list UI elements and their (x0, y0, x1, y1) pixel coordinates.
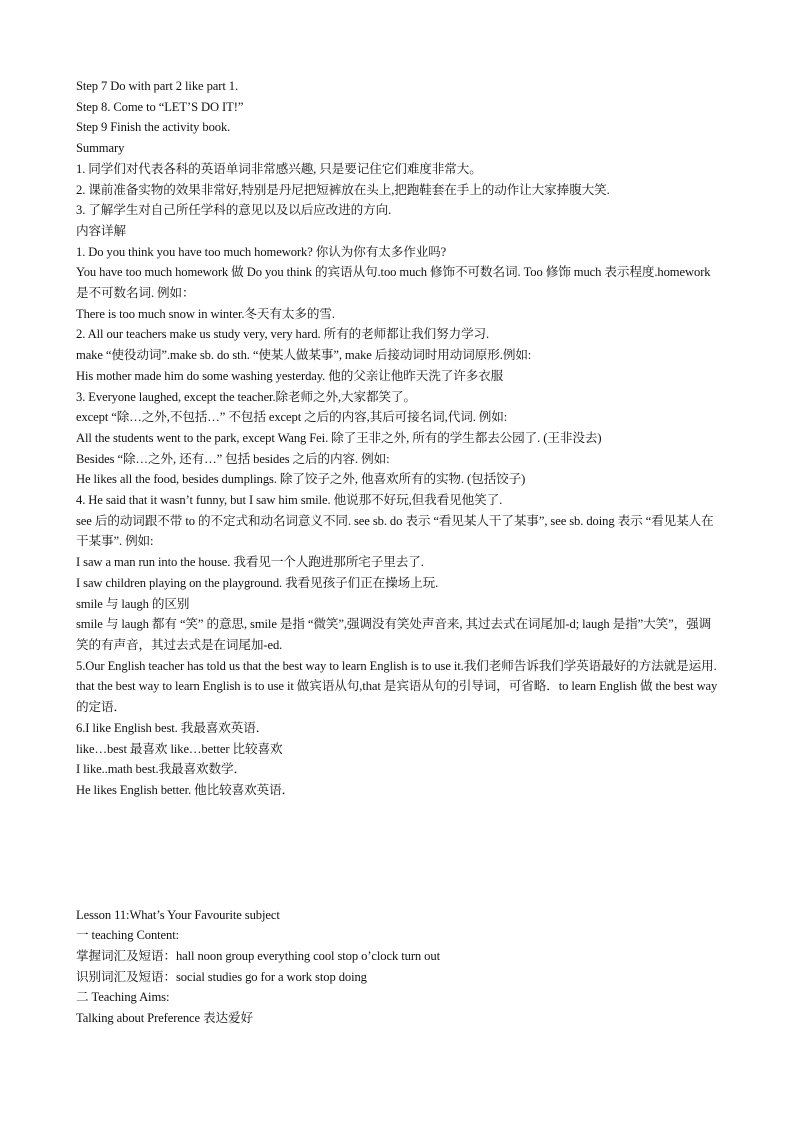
point-1-sentence: 1. Do you think you have too much homework? 你认为你有太多作业吗? (76, 244, 447, 259)
except-explanation: except “除…之外,不包括…” 不包括 except 之后的内容,其后可接名词,代词. 例如: (76, 410, 508, 425)
summary-item-1: 1. 同学们对代表各科的英语单词非常感兴趣, 只是要记住它们难度非常大。 (76, 161, 482, 176)
see-explanation: see 后的动词跟不带 to 的不定式和动名词意义不同. see sb. do 表示 “看见某人干了某事”, see sb. doing 表示 “看见某人在干某事”. 例如: (76, 513, 714, 549)
like-best-better: like…best 最喜欢 like…better 比较喜欢 (76, 741, 283, 756)
point-2-explanation: make “使役动词”.make sb. do sth. “使某人做某事”, make 后接动词时用动词原形.例如: (76, 348, 532, 363)
details-heading: 内容详解 (76, 223, 126, 238)
teaching-aim-1: Talking about Preference 表达爱好 (76, 1011, 254, 1026)
step-9-line: Step 9 Finish the activity book. (76, 120, 231, 135)
point-6-example-1: I like..math best.我最喜欢数学． (76, 762, 246, 777)
smile-laugh-heading: smile 与 laugh 的区别 (76, 596, 190, 611)
point-2-sentence: 2. All our teachers make us study very, very hard. 所有的老师都让我们努力学习. (76, 327, 490, 342)
summary-item-2: 2. 课前准备实物的效果非常好,特别是丹尼把短裤放在头上,把跑鞋套在手上的动作让大家捧腹大笑. (76, 182, 610, 197)
point-5-sentence: 5.Our English teacher has told us that the best way to learn English is to use it.我们老师告诉我们学英语最好的方法就是运用. (76, 658, 717, 673)
step-8-line: Step 8. Come to “LET’S DO IT!” (76, 99, 244, 114)
lesson-title: Lesson 11:What’s Your Favourite subject (76, 907, 280, 922)
see-example-2: I saw children playing on the playground. 我看见孩子们正在操场上玩. (76, 575, 439, 590)
point-6-sentence: 6.I like English best. 我最喜欢英语． (76, 720, 269, 735)
section-gap (76, 801, 718, 905)
point-5-explanation: that the best way to learn English is to use it 做宾语从句,that 是宾语从句的引导词，可省略．to learn English 做 the best way 的定语． (76, 679, 718, 715)
teaching-aims-heading: 二 Teaching Aims: (76, 990, 170, 1005)
point-1-explanation: You have too much homework 做 Do you think 的宾语从句.too much 修饰不可数名词. Too 修饰 much 表示程度.homework 是不可数名词. 例如： (76, 265, 711, 301)
teaching-content-heading: 一 teaching Content: (76, 928, 180, 943)
besides-example: He likes all the food, besides dumplings. 除了饺子之外, 他喜欢所有的实物. (包括饺子) (76, 472, 526, 487)
point-6-example-2: He likes English better. 他比较喜欢英语． (76, 782, 295, 797)
document-body (76, 76, 718, 1029)
point-2-example: His mother made him do some washing yesterday. 他的父亲让他昨天洗了许多衣服 (76, 368, 504, 383)
except-example: All the students went to the park, except Wang Fei. 除了王非之外, 所有的学生都去公园了. (王非没去) (76, 430, 602, 445)
master-vocabulary: 掌握词汇及短语：hall noon group everything cool stop o’clock turn out (76, 949, 440, 964)
summary-heading: Summary (76, 141, 125, 156)
point-1-example: There is too much snow in winter.冬天有太多的雪. (76, 306, 335, 321)
besides-explanation: Besides “除…之外, 还有…” 包括 besides 之后的内容. 例如: (76, 451, 390, 466)
smile-laugh-explanation: smile 与 laugh 都有 “笑” 的意思, smile 是指 “微笑”,强调没有笑处声音来, 其过去式在词尾加-d; laugh 是指”大笑”，强调笑的有声音，其过去式是在词尾加-ed. (76, 617, 712, 652)
step-7-line: Step 7 Do with part 2 like part 1. (76, 79, 239, 93)
point-4-sentence: 4. He said that it wasn’t funny, but I saw him smile. 他说那不好玩,但我看见他笑了. (76, 493, 503, 508)
recognize-vocabulary: 识别词汇及短语：social studies go for a work stop doing (76, 969, 367, 984)
summary-item-3: 3. 了解学生对自己所任学科的意见以及以后应改进的方向. (76, 203, 392, 218)
point-3-sentence: 3. Everyone laughed, except the teacher.除老师之外,大家都笑了。 (76, 389, 416, 404)
see-example-1: I saw a man run into the house. 我看见一个人跑进那所宅子里去了. (76, 555, 424, 570)
